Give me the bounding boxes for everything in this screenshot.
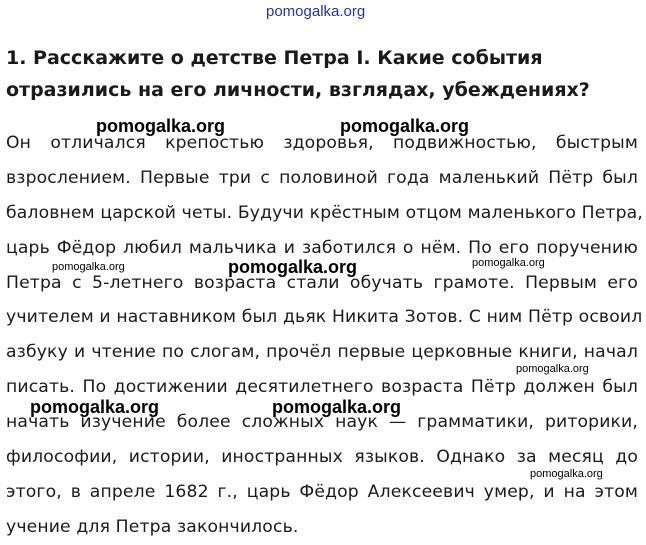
watermark: pomogalka.org (530, 468, 603, 480)
answer-line: азбуку и чтение по слогам, прочёл первые церковные книги, начал (6, 342, 638, 363)
answer-line: учителем и наставником был дьяк Никита Зотов. С ним Пётр освоил (6, 307, 643, 328)
question-heading: 1. Расскажите о детстве Петра I. Какие события отразились на его личности, взглядах, убеждениях? (6, 47, 590, 101)
watermark: pomogalka.org (228, 257, 358, 277)
answer-line: этого, в апреле 1682 г., царь Фёдор Алексеевич умер, и на этом (6, 481, 638, 502)
watermark: pomogalka.org (96, 116, 226, 136)
answer-line: писать. По достижении десятилетнего возраста Пётр должен был (6, 377, 638, 398)
watermark: pomogalka.org (340, 116, 470, 136)
answer-line: учение для Петра закончилось. (6, 516, 299, 537)
answer-line: Он отличался крепостью здоровья, подвижностью, быстрым (6, 133, 638, 153)
watermark: pomogalka.org (272, 397, 402, 417)
answer-line: взрослением. Первые три с половиной года маленький Пётр был (6, 167, 638, 188)
watermark: pomogalka.org (472, 257, 545, 269)
watermark: pomogalka.org (52, 261, 125, 273)
watermark: pomogalka.org (516, 363, 589, 375)
answer-line: баловнем царской четы. Будучи крёстным отцом маленького Петра, (6, 202, 643, 223)
watermark: pomogalka.org (30, 397, 160, 417)
answer-line: начать изучение более сложных наук — грамматики, риторики, (6, 412, 638, 433)
answer-line: философии, истории, иностранных языков. Однако за месяц до (6, 447, 638, 468)
answer-line: царь Фёдор любил мальчика и заботился о нём. По его поручению (6, 237, 638, 258)
watermark-top: pomogalka.org (266, 3, 366, 20)
answer-text (6, 126, 643, 545)
answer-line: Петра с 5-летнего возраста стали обучать грамоте. Первым его (6, 272, 638, 293)
